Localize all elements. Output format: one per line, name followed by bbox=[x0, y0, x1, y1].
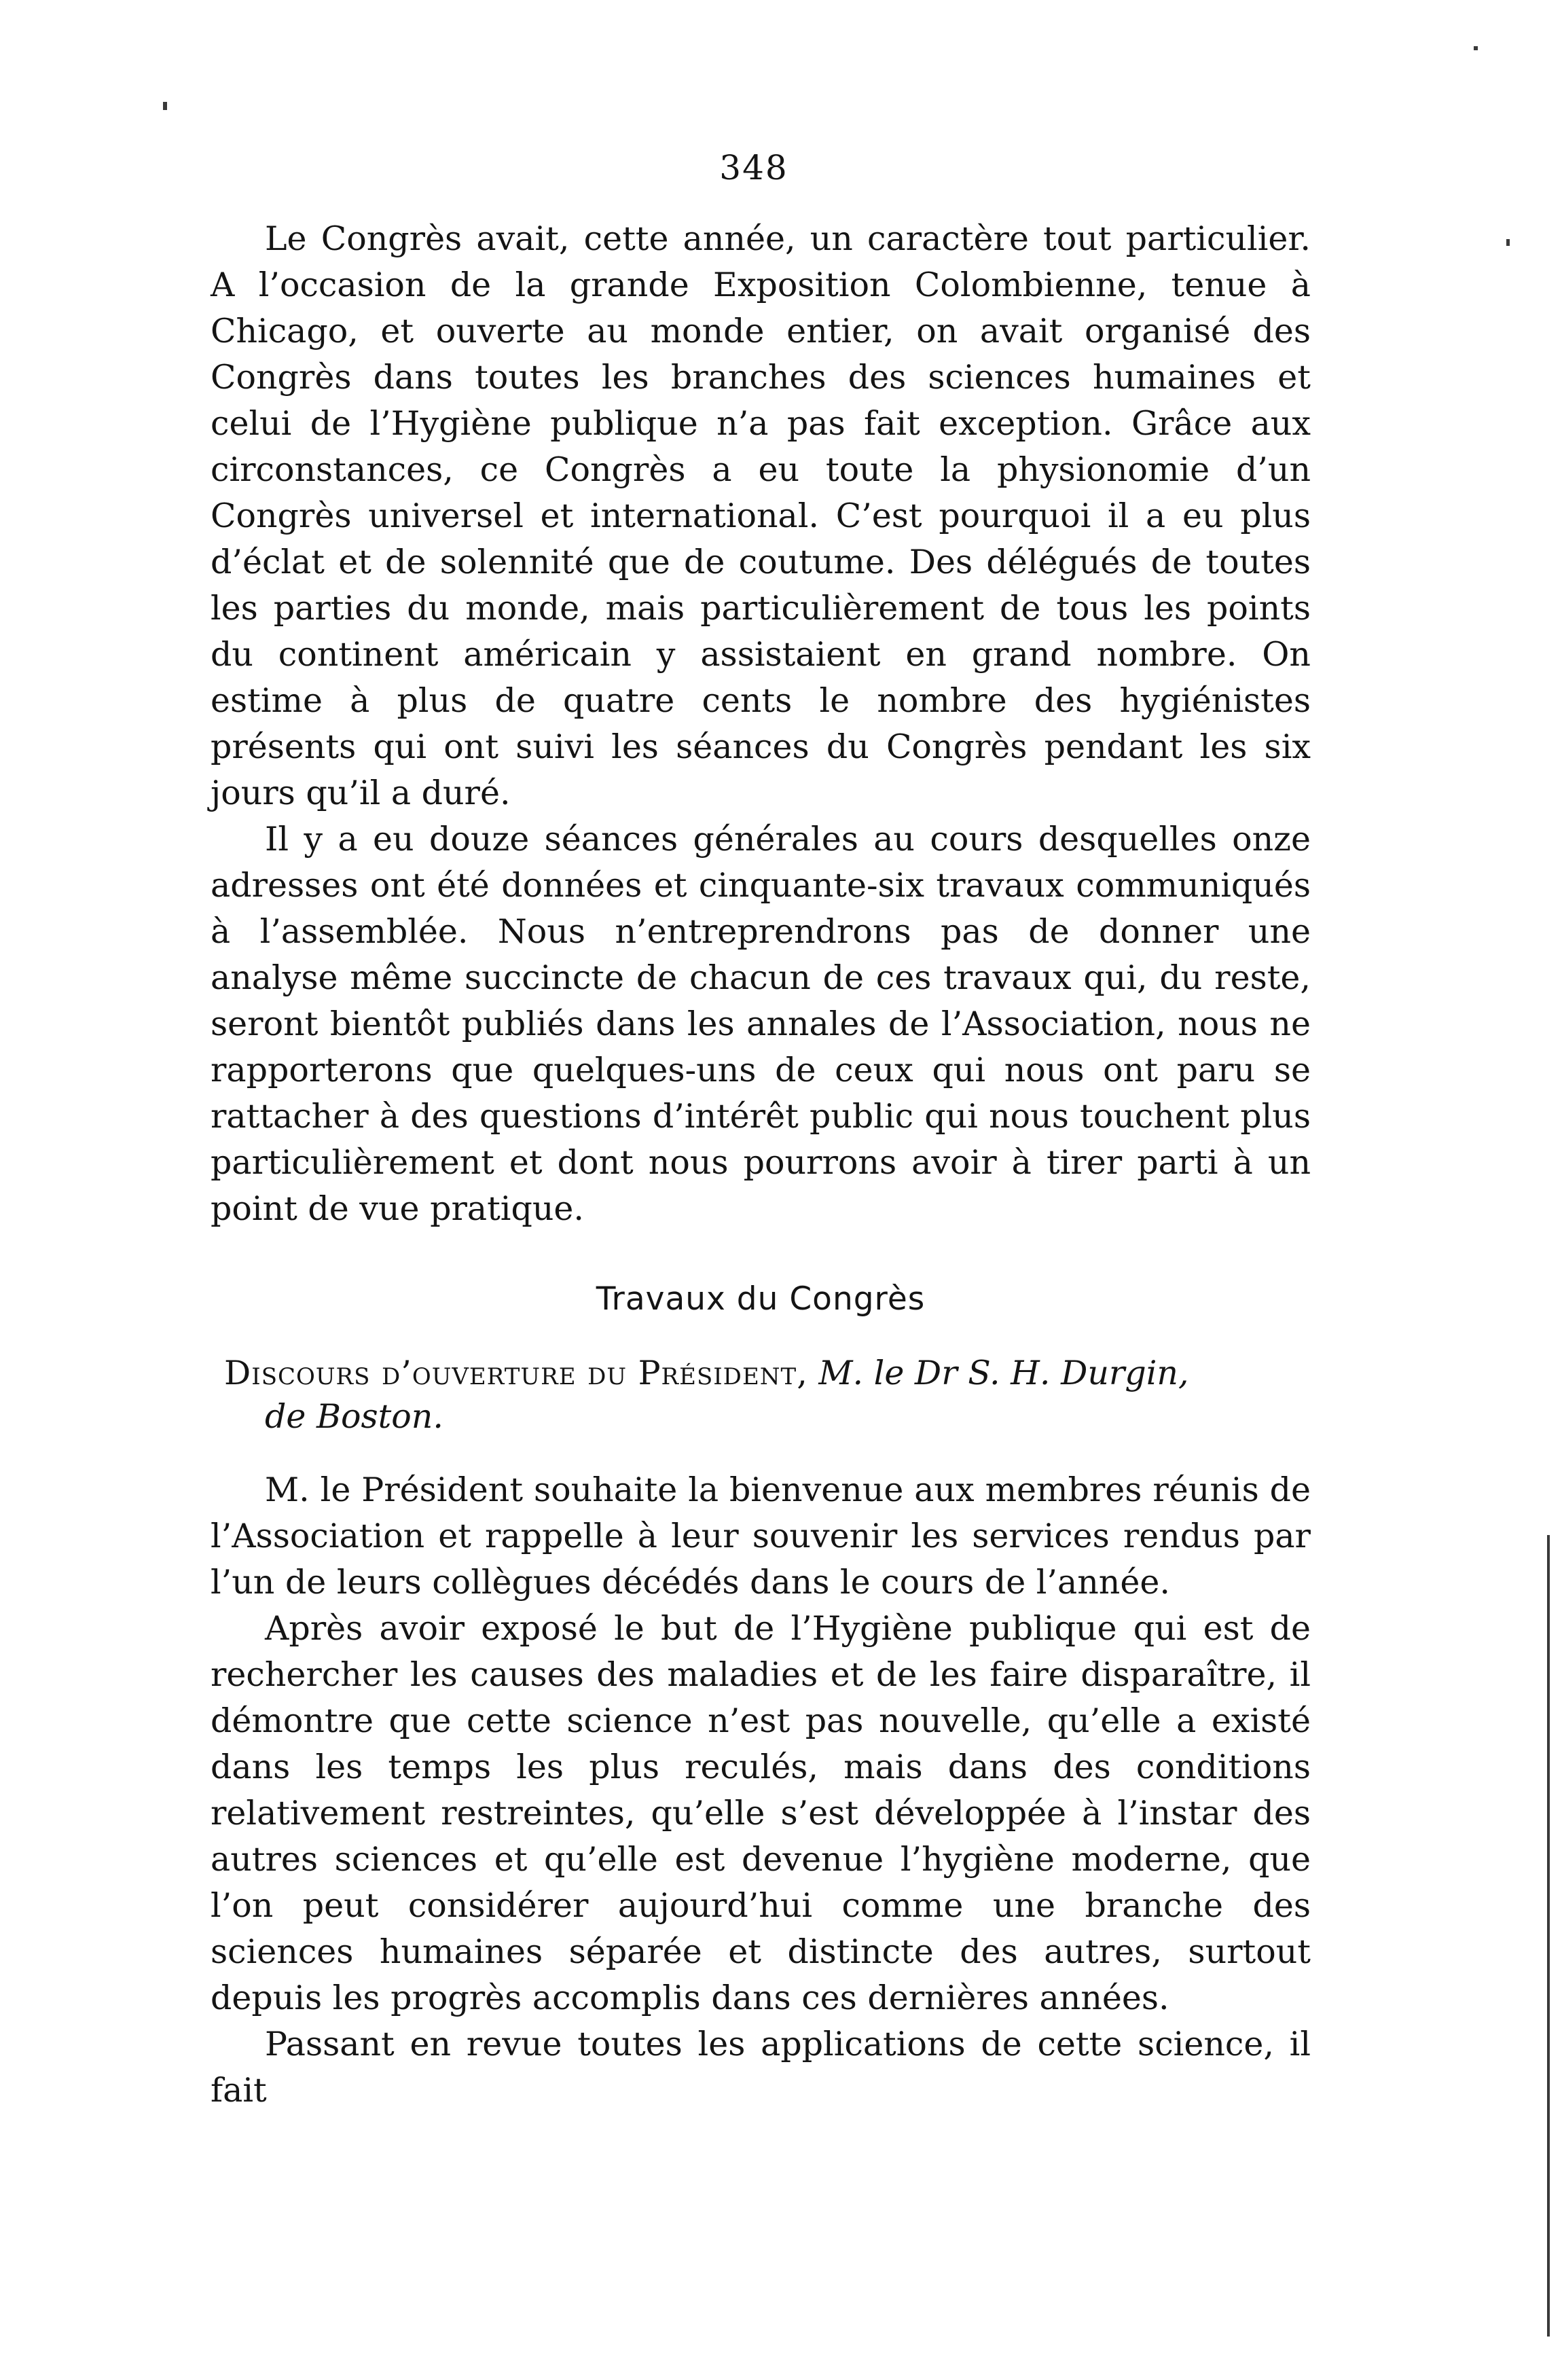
paragraph-applications: Passant en revue toutes les applications de cette science, il fait bbox=[211, 2025, 1311, 2110]
scan-margin-line bbox=[1547, 1535, 1550, 2337]
scan-speck bbox=[1506, 239, 1510, 246]
paragraph-welcome: M. le Président souhaite la bienvenue aux membres réunis de l’Association et rappelle à leur souvenir les services rendus par l’un de leurs collègues décédés dans le cours de l’année. bbox=[211, 1471, 1311, 1602]
section-heading: Travaux du Congrès bbox=[596, 1280, 926, 1318]
paragraph-congress-overview: Le Congrès avait, cette année, un caractère tout particulier. A l’occasion de la grande Exposition Colombienne, tenue à Chicago, et ouverte au monde entier, on avait organisé des Congrès dans toutes les branches des sciences humaines et celui de l’Hygiène publique n’a pas fait exception. Grâce aux circonstances, ce Congrès a eu toute la physionomie d’un Congrès universel et international. C’est pourquoi il a eu plus d’éclat et de solennité que de coutume. Des délégués de toutes les parties du monde, mais particulièrement de tous les points du continent américain y assistaient en grand nombre. On estime à plus de quatre cents le nombre des hygiénistes présents qui ont suivi les séances du Congrès pendant les six jours qu’il a duré. bbox=[211, 219, 1311, 812]
paragraph-sessions-summary: Il y a eu douze séances générales au cours desquelles onze adresses ont été données et cinquante-six travaux communiqués à l’assemblée. Nous n’entreprendrons pas de donner une analyse même succincte de chacun de ces travaux qui, du reste, seront bientôt publiés dans les annales de l’Association, nous ne rapporterons que quelques-uns de ceux qui nous ont paru se rattacher à des questions d’intérêt public qui nous touchent plus particulièrement et dont nous pourrons avoir à tirer parti à un point de vue pratique. bbox=[211, 820, 1311, 1228]
subheading-speaker: M. le Dr S. H. Durgin, bbox=[818, 1354, 1189, 1392]
scan-speck bbox=[1474, 46, 1478, 50]
page-number: 348 bbox=[719, 148, 788, 187]
subheading-place: de Boston. bbox=[265, 1397, 443, 1436]
paragraph-hygiene-history: Après avoir exposé le but de l’Hygiène publique qui est de rechercher les causes des maladies et de les faire disparaître, il démontre que cette science n’est pas nouvelle, qu’elle a existé dans les temps les plus reculés, mais dans des conditions relativement restreintes, qu’elle s’est développée à l’instar des autres sciences et qu’elle est devenue l’hygiène moderne, que l’on peut considérer aujourd’hui comme une branche des sciences humaines séparée et distincte des autres, surtout depuis les progrès accomplis dans ces dernières années. bbox=[211, 1609, 1311, 2017]
section-text bbox=[211, 1467, 1311, 2114]
scan-speck bbox=[163, 102, 167, 110]
intro-text bbox=[211, 216, 1311, 1232]
section-subheading bbox=[211, 1352, 1324, 1439]
subheading-title: Discours d’ouverture du Président, bbox=[224, 1354, 808, 1392]
